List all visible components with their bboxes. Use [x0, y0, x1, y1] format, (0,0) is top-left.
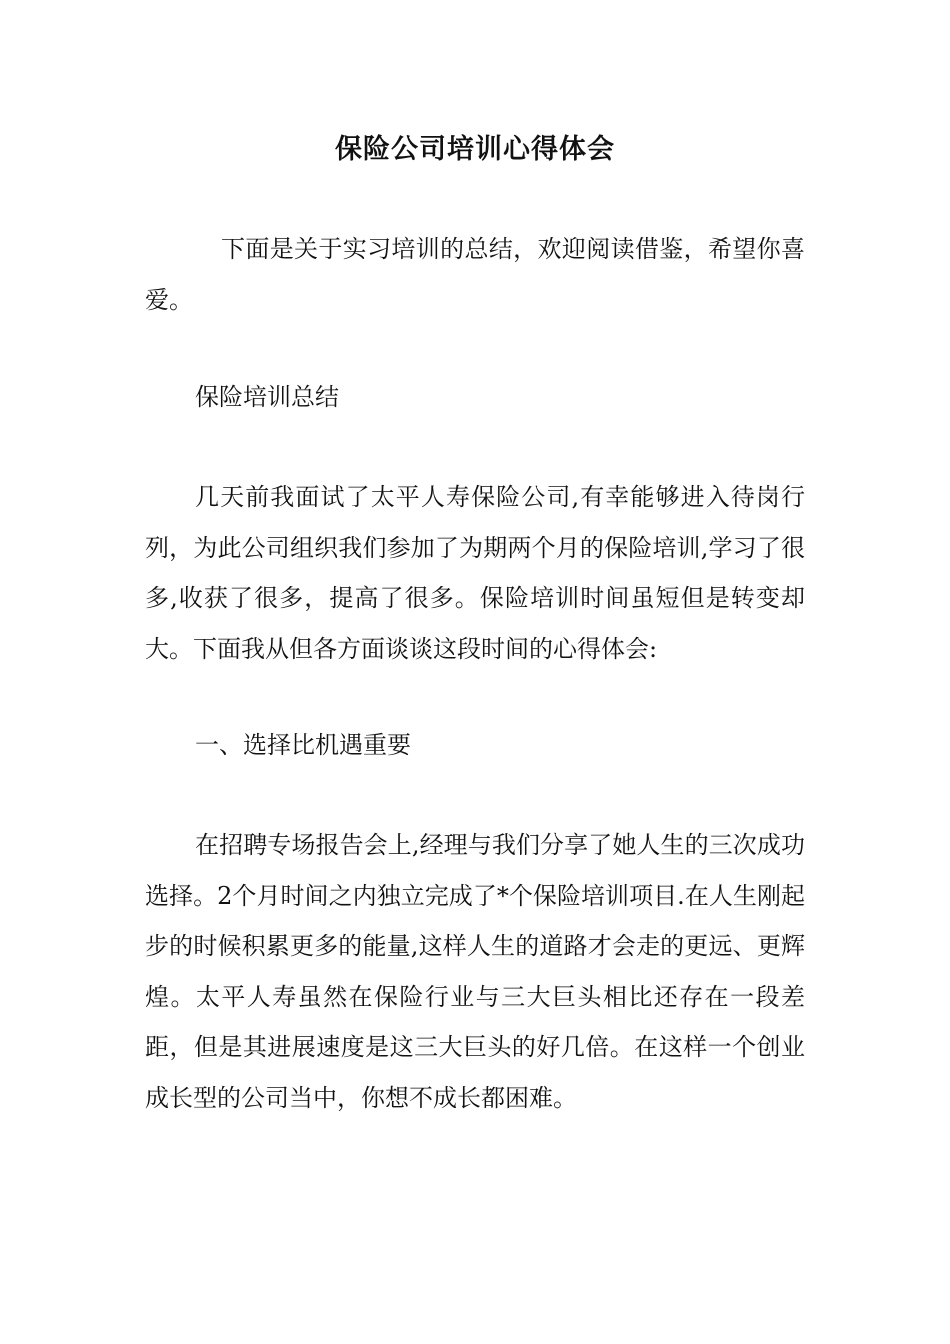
body-paragraph-2: 在招聘专场报告会上,经理与我们分享了她人生的三次成功选择。2个月时间之内独立完成了*个保险培训项目.在人生刚起步的时候积累更多的能量,这样人生的道路才会走的更远、更辉煌。太平人寿虽然在保险行业与三大巨头相比还存在一段差距，但是其进展速度是这三大巨头的好几倍。在这样一个创业成长型的公司当中，你想不成长都困难。 — [145, 831, 805, 1112]
document-title: 保险公司培训心得体会 — [335, 134, 615, 165]
body-paragraph-1: 几天前我面试了太平人寿保险公司,有幸能够进入待岗行列，为此公司组织我们参加了为期两个月的保险培训,学习了很多,收获了很多，提高了很多。保险培训时间虽短但是转变却大。下面我从但各方面谈谈这段时间的心得体会: — [145, 483, 805, 663]
section-heading-choice: 一、选择比机遇重要 — [195, 731, 411, 759]
intro-paragraph: 下面是关于实习培训的总结，欢迎阅读借鉴，希望你喜爱。 — [145, 235, 805, 314]
section-heading-summary: 保险培训总结 — [195, 383, 339, 411]
